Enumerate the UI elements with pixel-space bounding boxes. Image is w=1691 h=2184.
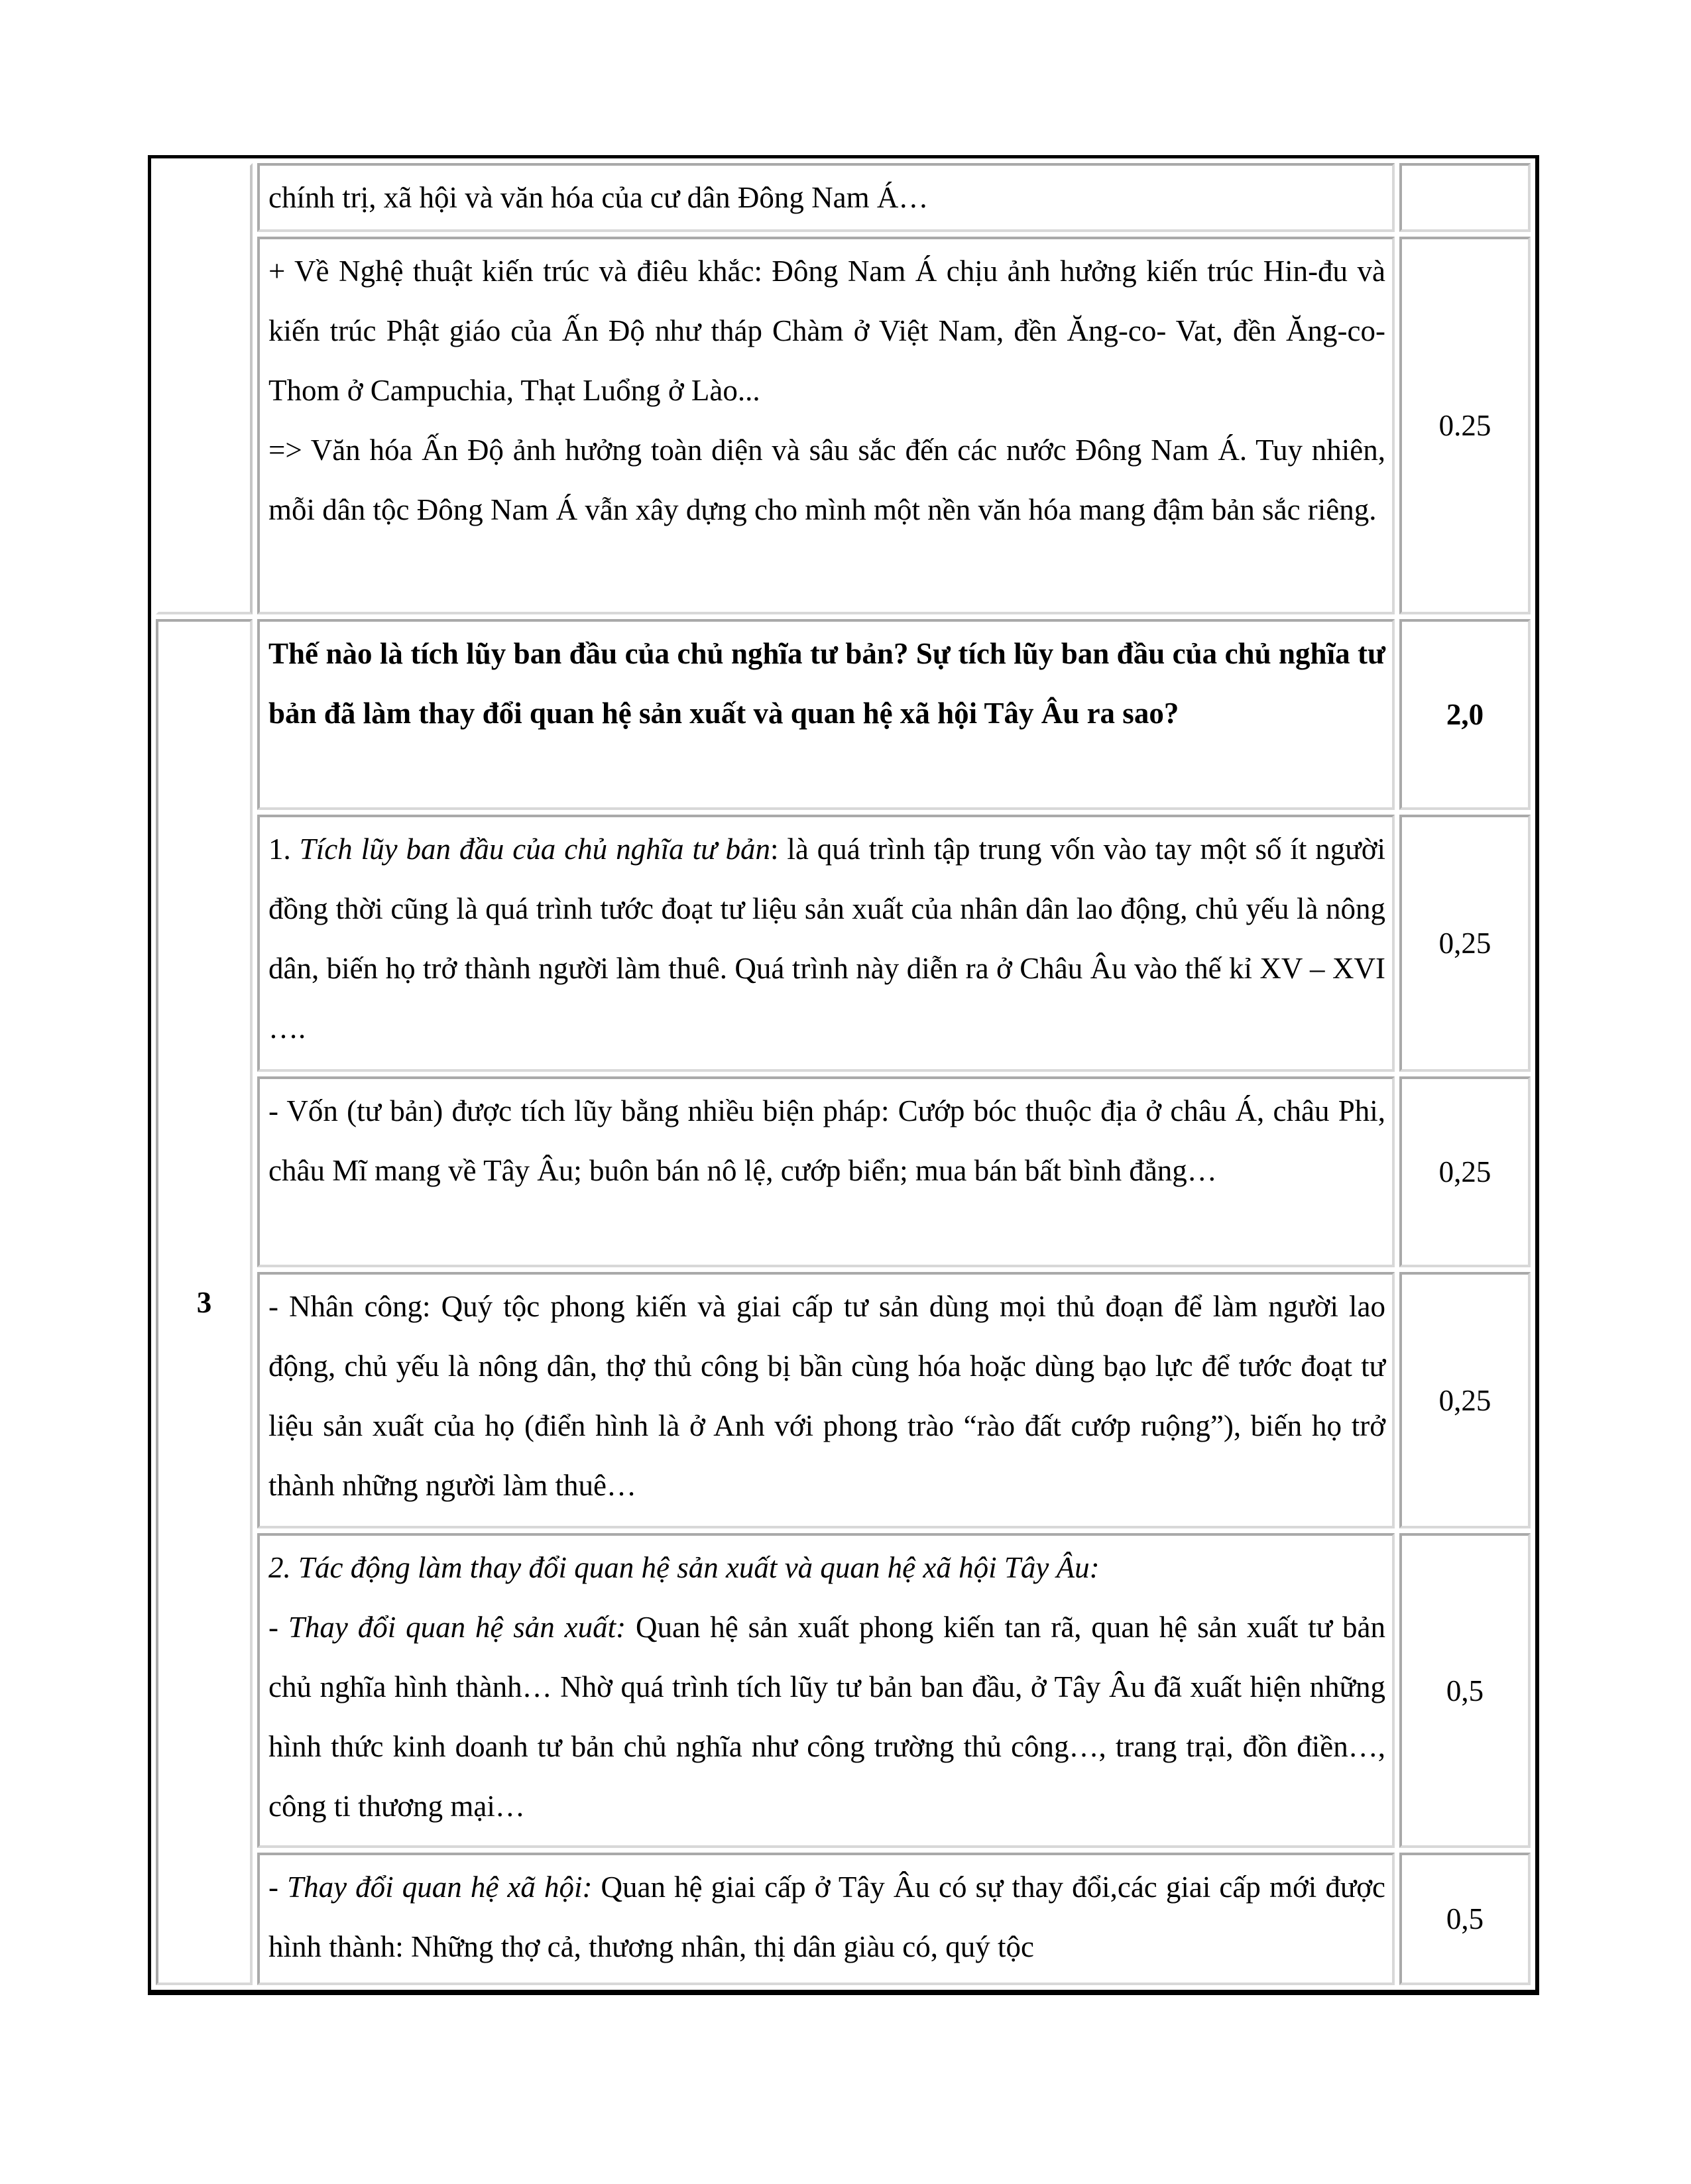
question-number-cell bbox=[156, 619, 253, 1985]
paragraph bbox=[268, 1597, 1385, 1836]
text-run: - Thay đổi quan hệ sản xuất: bbox=[268, 1611, 636, 1644]
question-number: 3 bbox=[196, 1285, 212, 1319]
points-value: 0.25 bbox=[1438, 409, 1491, 442]
paragraph bbox=[268, 420, 1385, 540]
answer-content-cell bbox=[257, 1533, 1395, 1848]
answer-key-table bbox=[148, 155, 1539, 1995]
text-run: chính trị, xã hội và văn hóa của cư dân Đông Nam Á… bbox=[268, 181, 929, 214]
text-run: + Về Nghệ thuật kiến trúc và điêu khắc: Đông Nam Á chịu ảnh hưởng kiến trúc Hin-đu và kiến trúc Phật giáo của Ấn Độ như tháp Chàm ở Việt Nam, đền Ăng-co- Vat, đền Ăng-co-Thom ở Campuchia, Thạt Luổng ở Lào... bbox=[268, 255, 1385, 407]
points-cell bbox=[1399, 237, 1531, 614]
points-cell bbox=[1399, 1533, 1531, 1848]
points-value: 0,5 bbox=[1446, 1902, 1484, 1935]
table-row bbox=[156, 815, 1531, 1072]
table-row bbox=[156, 1853, 1531, 1985]
text-run: : là quá trình tập trung vốn vào tay một số ít người đồng thời cũng là quá trình tước đoạt tư liệu sản xuất của nhân dân lao động, chủ yếu là nông dân, biến họ trở thành người làm thuê. Quá trình này diễn ra ở Châu Âu vào thế kỉ XV – XVI …. bbox=[268, 833, 1385, 1045]
paragraph bbox=[268, 1277, 1385, 1515]
text-run: Quan hệ giai cấp ở Tây Âu có sự thay đổi,các giai cấp mới được hình thành: Những thợ cả, thương nhân, thị dân giàu có, quý tộc bbox=[268, 1870, 1386, 1963]
points-value: 2,0 bbox=[1446, 698, 1484, 731]
text-run: Quan hệ sản xuất phong kiến tan rã, quan hệ sản xuất tư bản chủ nghĩa hình thành… Nhờ quá trình tích lũy tư bản ban đầu, ở Tây Âu đã xuất hiện những hình thức kinh doanh tư bản chủ nghĩa như công trường thủ công…, trang trại, đồn điền…, công ti thương mại… bbox=[268, 1611, 1385, 1823]
points-cell bbox=[1399, 1272, 1531, 1528]
text-run: Thế nào là tích lũy ban đầu của chủ nghĩa tư bản? Sự tích lũy ban đầu của chủ nghĩa tư bản đã làm thay đổi quan hệ sản xuất và quan hệ xã hội Tây Âu ra sao? bbox=[268, 637, 1385, 730]
answer-content-cell bbox=[257, 1272, 1395, 1528]
text-run: 2. Tác động làm thay đổi quan hệ sản xuất và quan hệ xã hội Tây Âu: bbox=[268, 1551, 1100, 1584]
table-row bbox=[156, 237, 1531, 614]
text-run: Tích lũy ban đầu của chủ nghĩa tư bản bbox=[299, 833, 770, 866]
points-cell bbox=[1399, 815, 1531, 1072]
answer-table-body bbox=[156, 163, 1531, 1985]
text-run: 1. bbox=[268, 833, 300, 866]
points-cell bbox=[1399, 163, 1531, 232]
paragraph bbox=[268, 819, 1385, 1058]
points-cell bbox=[1399, 1853, 1531, 1985]
answer-content-cell bbox=[257, 1076, 1395, 1267]
answer-content-cell bbox=[257, 619, 1395, 810]
answer-content-cell bbox=[257, 237, 1395, 614]
paragraph bbox=[268, 1857, 1385, 1977]
points-value: 0,25 bbox=[1438, 1155, 1491, 1188]
points-value: 0,25 bbox=[1438, 1383, 1491, 1417]
points-cell bbox=[1399, 619, 1531, 810]
paragraph bbox=[268, 1081, 1385, 1200]
paragraph bbox=[268, 1538, 1385, 1597]
points-cell bbox=[1399, 1076, 1531, 1267]
question-number-cell-empty bbox=[156, 163, 253, 614]
table-row bbox=[156, 619, 1531, 810]
answer-content-cell bbox=[257, 1853, 1395, 1985]
table-row bbox=[156, 1272, 1531, 1528]
paragraph bbox=[268, 168, 1385, 227]
answer-content-cell bbox=[257, 815, 1395, 1072]
text-run: - Vốn (tư bản) được tích lũy bằng nhiều biện pháp: Cướp bóc thuộc địa ở châu Á, châu Phi, châu Mĩ mang về Tây Âu; buôn bán nô lệ, cướp biển; mua bán bất bình đẳng… bbox=[268, 1094, 1385, 1187]
table-row bbox=[156, 163, 1531, 232]
table-row bbox=[156, 1076, 1531, 1267]
answer-content-cell bbox=[257, 163, 1395, 232]
paragraph bbox=[268, 624, 1385, 743]
points-value: 0,5 bbox=[1446, 1674, 1484, 1707]
points-value: 0,25 bbox=[1438, 927, 1491, 960]
text-run: - Thay đổi quan hệ xã hội: bbox=[268, 1870, 601, 1904]
text-run: => Văn hóa Ấn Độ ảnh hưởng toàn diện và sâu sắc đến các nước Đông Nam Á. Tuy nhiên, mỗi dân tộc Đông Nam Á vẫn xây dựng cho mình một nền văn hóa mang đậm bản sắc riêng. bbox=[268, 433, 1385, 526]
text-run: - Nhân công: Quý tộc phong kiến và giai cấp tư sản dùng mọi thủ đoạn để làm người lao động, chủ yếu là nông dân, thợ thủ công bị bần cùng hóa hoặc dùng bạo lực để tước đoạt tư liệu sản xuất của họ (điển hình là ở Anh với phong trào “rào đất cướp ruộng”), biến họ trở thành những người làm thuê… bbox=[268, 1290, 1385, 1502]
table-row bbox=[156, 1533, 1531, 1848]
paragraph bbox=[268, 241, 1385, 420]
